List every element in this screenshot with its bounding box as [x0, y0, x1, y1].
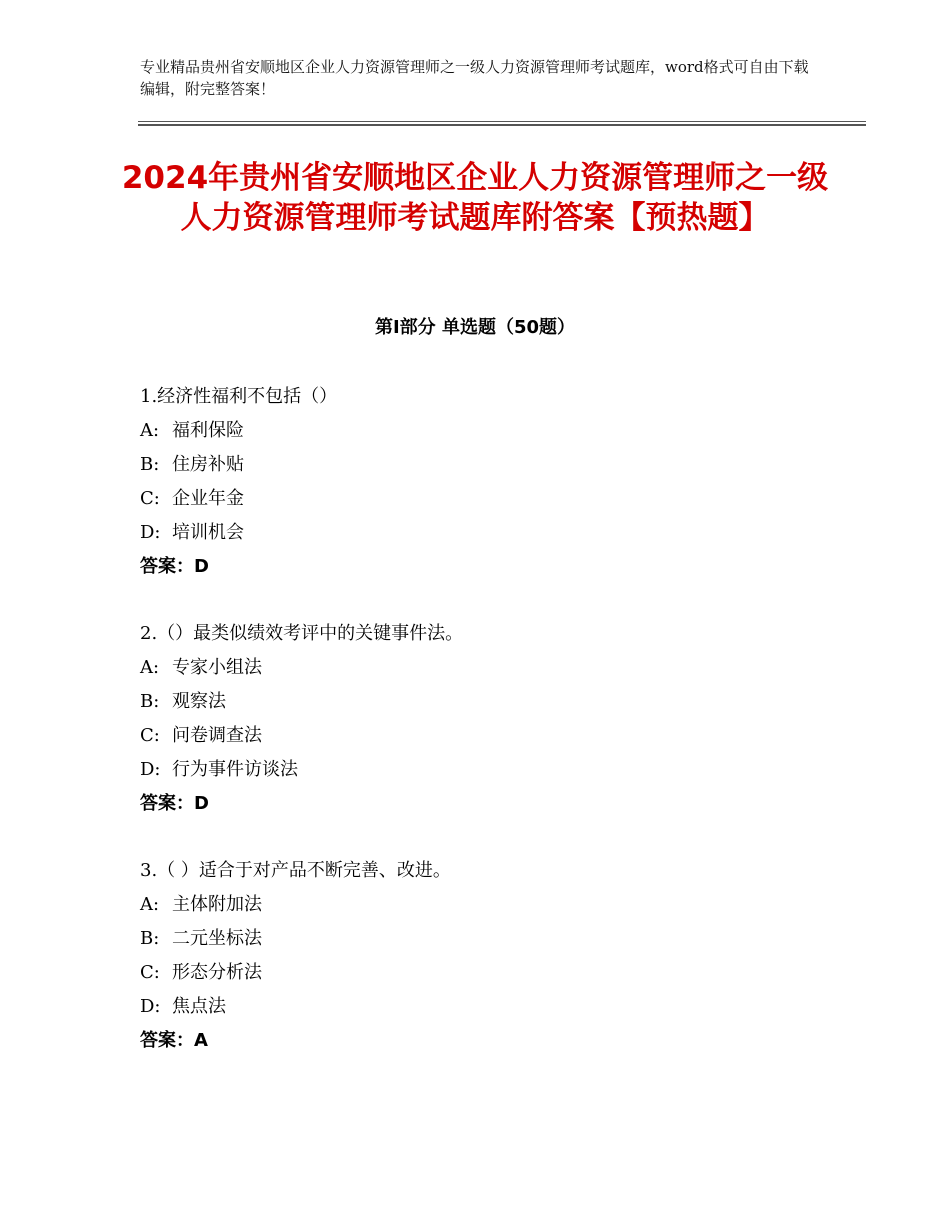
option-text: 二元坐标法 [172, 928, 262, 949]
question-stem: 2.（）最类似绩效考评中的关键事件法。 [140, 623, 464, 644]
option-letter: A: [140, 420, 160, 441]
option-d [140, 516, 840, 550]
option-a [140, 888, 840, 922]
question-1 [140, 380, 840, 584]
option-text: 主体附加法 [172, 894, 262, 915]
answer-label: 答案：D [140, 556, 209, 577]
option-letter: A: [140, 657, 160, 678]
section-heading: 第Ⅰ部分 单选题（50题） [374, 317, 575, 338]
option-letter: D: [140, 759, 161, 780]
option-text: 问卷调查法 [172, 725, 262, 746]
option-text: 行为事件访谈法 [172, 759, 298, 780]
option-letter: C: [140, 725, 160, 746]
header-note: 专业精品贵州省安顺地区企业人力资源管理师之一级人力资源管理师考试题库，word格式可自由下载编辑，附完整答案！ [140, 58, 809, 98]
option-text: 专家小组法 [172, 657, 262, 678]
option-c [140, 956, 840, 990]
option-c [140, 719, 840, 753]
option-a [140, 414, 840, 448]
option-letter: B: [140, 454, 160, 475]
option-letter: D: [140, 996, 161, 1017]
option-a [140, 651, 840, 685]
option-c [140, 482, 840, 516]
option-text: 观察法 [172, 691, 226, 712]
document-title: 2024年贵州省安顺地区企业人力资源管理师之一级人力资源管理师考试题库附答案【预热题】 [121, 160, 829, 236]
header-divider [138, 121, 866, 126]
answer-label: 答案：A [140, 1030, 208, 1051]
option-letter: C: [140, 962, 160, 983]
option-letter: A: [140, 894, 160, 915]
option-text: 培训机会 [172, 522, 244, 543]
question-list [140, 380, 840, 1091]
option-text: 住房补贴 [172, 454, 244, 475]
answer-label: 答案：D [140, 793, 209, 814]
option-letter: B: [140, 691, 160, 712]
option-text: 焦点法 [172, 996, 226, 1017]
question-stem: 1.经济性福利不包括（） [140, 386, 338, 407]
question-3 [140, 854, 840, 1058]
option-letter: C: [140, 488, 160, 509]
option-b [140, 448, 840, 482]
option-text: 企业年金 [172, 488, 244, 509]
option-text: 形态分析法 [172, 962, 262, 983]
option-b [140, 685, 840, 719]
question-stem: 3.（ ）适合于对产品不断完善、改进。 [140, 860, 451, 881]
option-b [140, 922, 840, 956]
option-d [140, 990, 840, 1024]
question-2 [140, 617, 840, 821]
option-letter: B: [140, 928, 160, 949]
option-letter: D: [140, 522, 161, 543]
option-d [140, 753, 840, 787]
option-text: 福利保险 [172, 420, 244, 441]
